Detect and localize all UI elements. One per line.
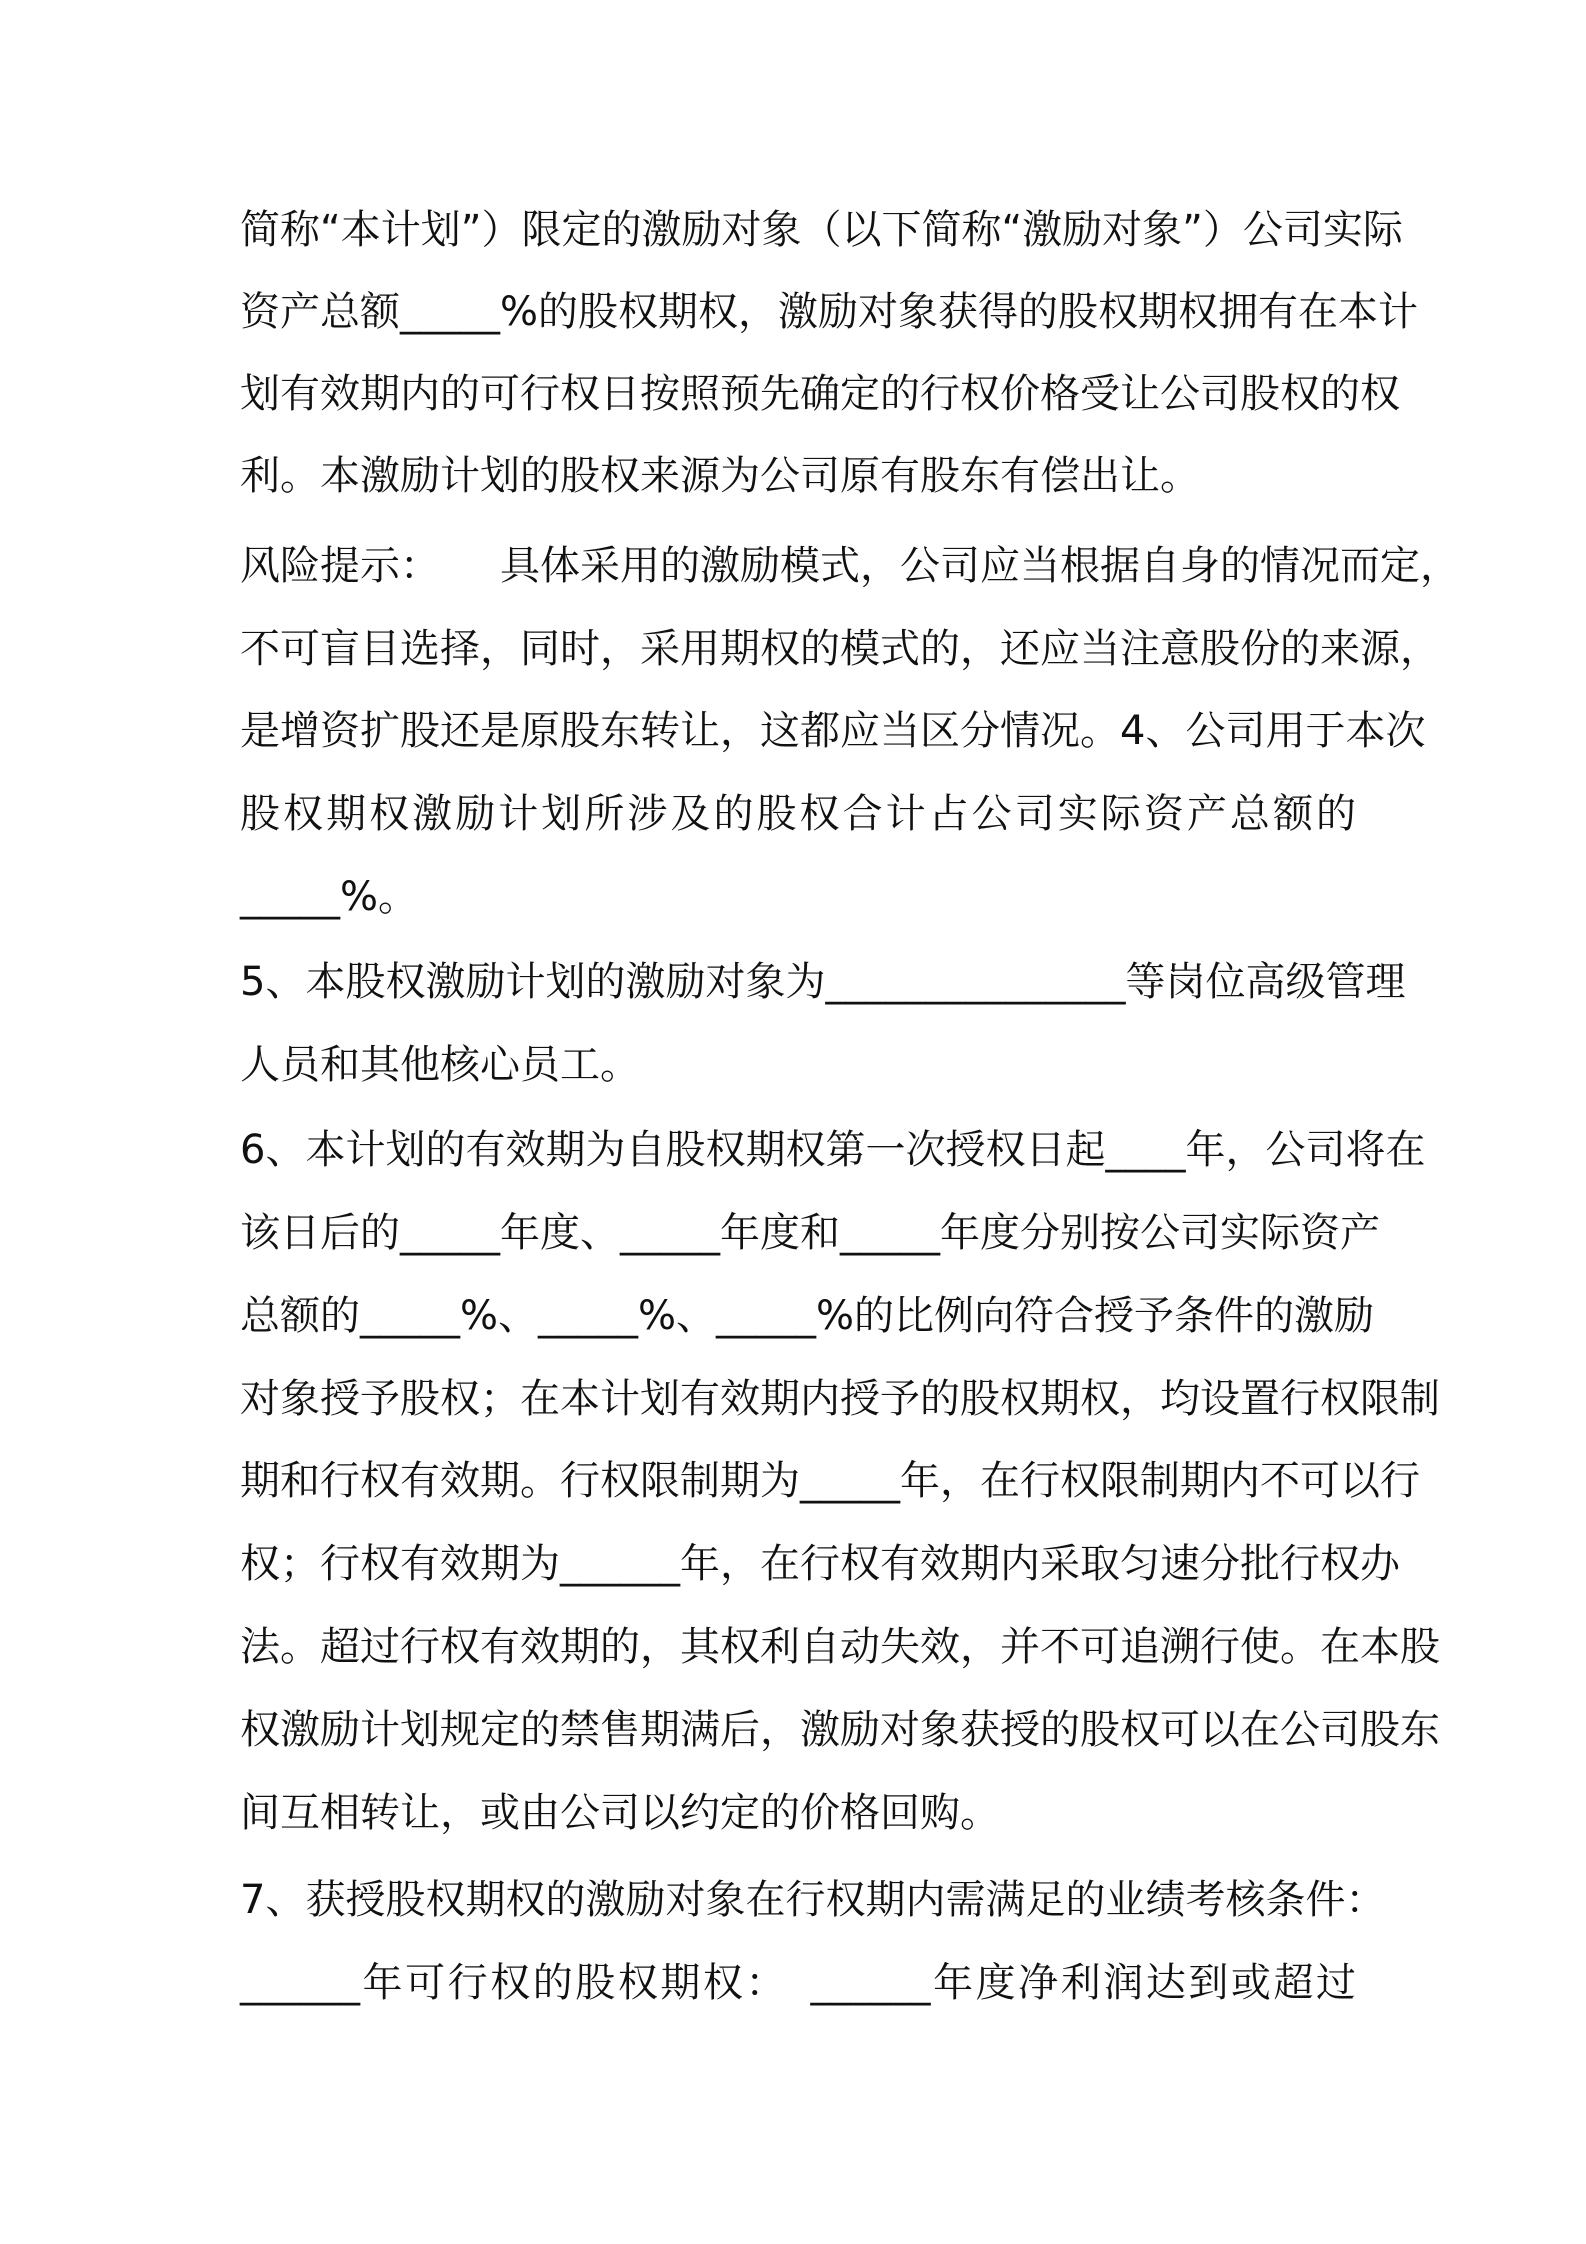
text-line: 权；行权有效期为______年，在行权有效期内采取匀速分批行权办	[240, 1541, 1400, 1587]
text-line: 是增资扩股还是原股东转让，这都应当区分情况。4、公司用于本次	[240, 708, 1426, 754]
text-line: 期和行权有效期。行权限制期为_____年，在行权限制期内不可以行	[240, 1458, 1420, 1504]
text-line: 股权期权激励计划所涉及的股权合计占公司实际资产总额的	[240, 791, 1356, 837]
text-line: 权激励计划规定的禁售期满后，激励对象获授的股权可以在公司股东	[240, 1707, 1440, 1753]
text-line: 人员和其他核心员工。	[240, 1042, 640, 1088]
text-line: 6、本计划的有效期为自股权期权第一次授权日起____年，公司将在	[240, 1127, 1426, 1173]
text-line: 利。本激励计划的股权来源为公司原有股东有偿出让。	[240, 453, 1200, 499]
text-line: 简称“本计划”）限定的激励对象（以下简称“激励对象”）公司实际	[240, 207, 1403, 253]
text-line: 7、获授股权期权的激励对象在行权期内需满足的业绩考核条件：	[240, 1877, 1386, 1923]
text-line: 5、本股权激励计划的激励对象为_______________等岗位高级管理	[240, 959, 1406, 1005]
text-line: 风险提示： 具体采用的激励模式，公司应当根据自身的情况而定，	[240, 543, 1460, 589]
text-line: 划有效期内的可行权日按照预先确定的行权价格受让公司股权的权	[240, 371, 1400, 417]
text-line: ______年可行权的股权期权： ______年度净利润达到或超过	[240, 1960, 1356, 2006]
text-line: 法。超过行权有效期的，其权利自动失效，并不可追溯行使。在本股	[240, 1624, 1440, 1670]
text-line: 间互相转让，或由公司以约定的价格回购。	[240, 1790, 1000, 1836]
text-line: 总额的_____%、_____%、_____%的比例向符合授予条件的激励	[240, 1293, 1375, 1339]
text-line: 不可盲目选择，同时，采用期权的模式的，还应当注意股份的来源，	[240, 626, 1440, 672]
text-line: _____%。	[240, 874, 419, 920]
text-line: 资产总额_____%的股权期权，激励对象获得的股权期权拥有在本计	[240, 289, 1419, 335]
text-line: 该日后的_____年度、_____年度和_____年度分别按公司实际资产	[240, 1210, 1380, 1256]
text-line: 对象授予股权；在本计划有效期内授予的股权期权，均设置行权限制	[240, 1376, 1440, 1422]
